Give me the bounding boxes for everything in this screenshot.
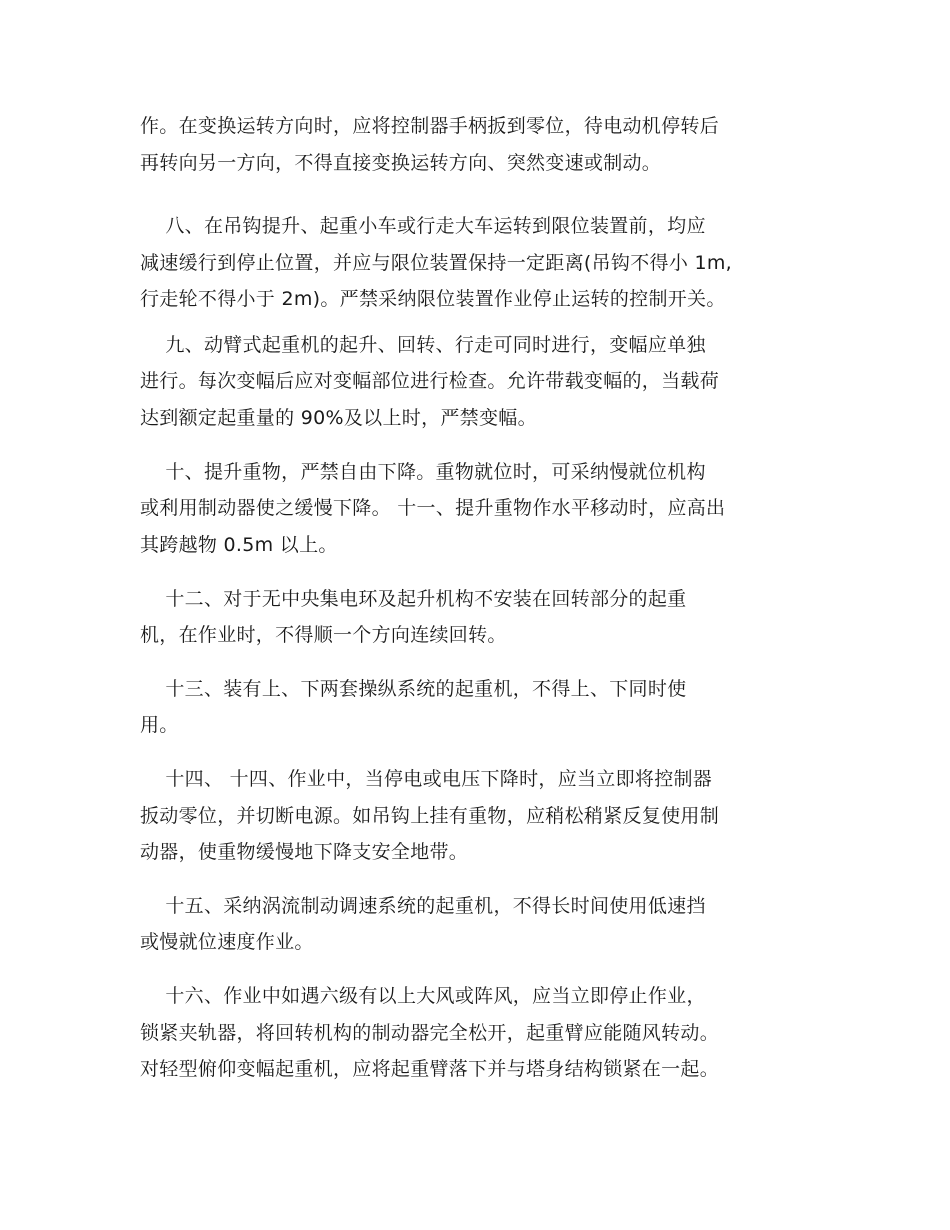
text-line: 或利用制动器使之缓慢下降。 十一、提升重物作水平移动时，应高出	[140, 497, 726, 519]
text-line: 进行。每次变幅后应对变幅部位进行检查。允许带载变幅的，当载荷	[140, 370, 720, 392]
text-line: 动器，使重物缓慢地下降支安全地带。	[140, 841, 469, 863]
text-line: 十二、对于无中央集电环及起升机构不安装在回转部分的起重	[140, 588, 687, 610]
text-line: 十六、作业中如遇六级有以上大风或阵风，应当立即停止作业，	[140, 985, 706, 1007]
text-line: 达到额定起重量的 90%及以上时，严禁变幅。	[140, 407, 537, 429]
text-line: 锁紧夹轨器，将回转机构的制动器完全松开，起重臂应能随风转动。	[140, 1022, 720, 1044]
text-line: 九、动臂式起重机的起升、回转、行走可同时进行，变幅应单独	[140, 334, 706, 356]
text-line: 对轻型俯仰变幅起重机，应将起重臂落下并与塔身结构锁紧在一起。	[140, 1058, 720, 1080]
text-line: 十三、装有上、下两套操纵系统的起重机，不得上、下同时使	[140, 678, 687, 700]
text-line: 再转向另一方向，不得直接变换运转方向、突然变速或制动。	[140, 152, 662, 174]
text-line: 十、提升重物，严禁自由下降。重物就位时，可采纳慢就位机构	[140, 461, 706, 483]
text-line: 用。	[140, 714, 179, 736]
text-line: 十四、 十四、作业中，当停电或电压下降时，应当立即将控制器	[140, 768, 713, 790]
text-line: 扳动零位，并切断电源。如吊钩上挂有重物，应稍松稍紧反复使用制	[140, 805, 720, 827]
text-line: 或慢就位速度作业。	[140, 931, 314, 953]
text-line: 十五、采纳涡流制动调速系统的起重机，不得长时间使用低速挡	[140, 895, 706, 917]
text-line: 作。在变换运转方向时，应将控制器手柄扳到零位，待电动机停转后	[140, 115, 720, 137]
text-line: 减速缓行到停止位置，并应与限位装置保持一定距离(吊钩不得小 1m,	[140, 252, 732, 274]
text-line: 其跨越物 0.5m 以上。	[140, 534, 338, 556]
text-line: 机，在作业时，不得顺一个方向连续回转。	[140, 624, 507, 646]
text-line: 行走轮不得小于 2m)。严禁采纳限位装置作业停止运转的控制开关。	[140, 288, 726, 310]
text-line: 八、在吊钩提升、起重小车或行走大车运转到限位装置前，均应	[140, 215, 706, 237]
